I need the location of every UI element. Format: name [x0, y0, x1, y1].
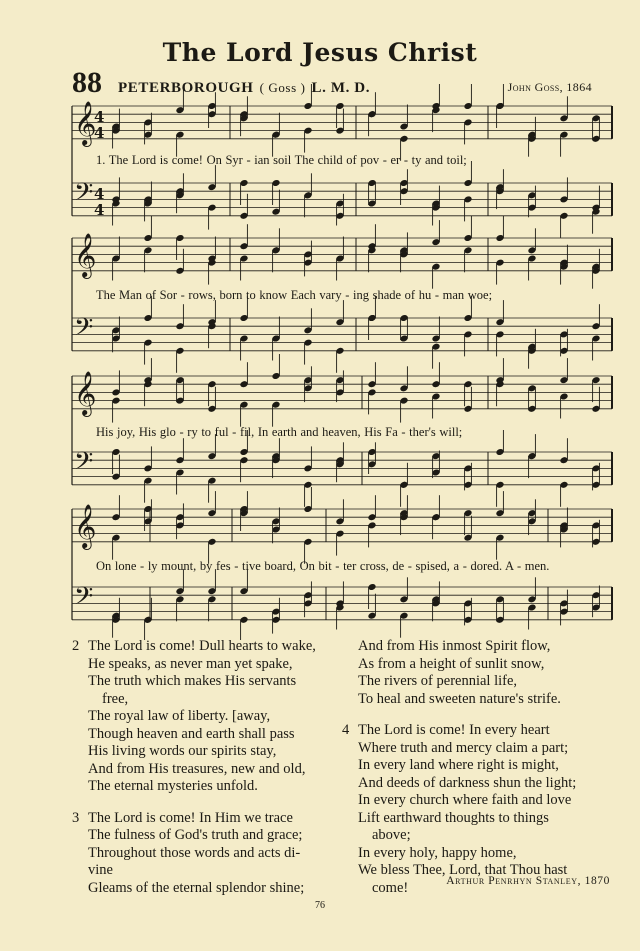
- bass-clef-icon: 𝄢: [74, 313, 94, 348]
- verse-line: His living words our spirits stay,: [88, 743, 277, 759]
- time-signature-icon: 4: [94, 201, 105, 219]
- verse-line: In every holy, happy home,: [358, 844, 517, 861]
- verses-right-column: [342, 638, 622, 897]
- bass-clef-icon: 𝄢: [74, 447, 94, 482]
- lyric-line-2: The Man of Sor - rows, born to know Each vary - ing shade of hu - man woe;: [96, 288, 493, 302]
- treble-clef-icon: 𝄞: [74, 371, 97, 415]
- time-signature-icon: 4: [94, 108, 105, 126]
- lyric-line-1: 1. The Lord is come! On Syr - ian soil The child of pov - er - ty and toil;: [96, 153, 467, 167]
- meter: L. M. D.: [311, 80, 371, 96]
- verses-left-column: [72, 638, 342, 897]
- bass-clef-icon: 𝄢: [74, 178, 94, 213]
- page-title: The Lord Jesus Christ: [162, 38, 478, 67]
- verse-line: And from His inmost Spirit flow,: [358, 638, 551, 654]
- verse-line: The Lord is come! Dull hearts to wake,: [88, 638, 316, 654]
- tune-arranger: ( Goss ): [259, 80, 306, 95]
- verse-line: vine: [88, 862, 113, 878]
- verse-line: Throughout those words and acts di-: [88, 844, 301, 861]
- verse-line: The royal law of liberty. [away,: [88, 708, 271, 724]
- lyric-line-3: His joy, His glo - ry to ful - fil, In earth and heaven, His Fa - ther's will;: [96, 425, 463, 439]
- verse-line: The Lord is come! In Him we trace: [88, 809, 293, 826]
- verse-line: And from His treasures, new and old,: [88, 760, 306, 777]
- verse-line: In every church where faith and love: [358, 792, 572, 808]
- page-number: 76: [315, 900, 325, 911]
- treble-clef-icon: 𝄞: [74, 504, 97, 548]
- verse-line: above;: [372, 827, 411, 843]
- time-signature-icon: 4: [94, 124, 105, 142]
- lyric-line-4: On lone - ly mount, by fes - tive board, On bit - ter cross, de - spised, a - dored. A - men.: [96, 559, 550, 573]
- verse-line: Gleams of the eternal splendor shine;: [88, 879, 305, 896]
- treble-clef-icon: 𝄞: [74, 101, 97, 145]
- tune-name: PETERBOROUGH: [118, 80, 254, 96]
- verse-line: In every land where right is might,: [358, 757, 559, 773]
- verse-line: come!: [372, 879, 409, 896]
- verse-line: He speaks, as never man yet spake,: [88, 655, 293, 672]
- verse-number: 2: [72, 638, 80, 654]
- author-credit: Arthur Penrhyn Stanley, 1870: [446, 875, 610, 887]
- verse-number: 4: [342, 722, 350, 738]
- composer-credit: John Goss, 1864: [507, 80, 592, 94]
- verse-line: We bless Thee, Lord, that Thou hast: [358, 862, 568, 878]
- time-signature-icon: 4: [94, 185, 105, 203]
- verse-line: Though heaven and earth shall pass: [88, 725, 295, 742]
- verse-line: And deeds of darkness shun the light;: [358, 774, 577, 791]
- verse-line: free,: [102, 690, 129, 707]
- verse-line: Where truth and mercy claim a part;: [358, 739, 569, 756]
- verse-line: As from a height of sunlit snow,: [358, 655, 545, 672]
- verse-line: The fulness of God's truth and grace;: [88, 827, 303, 843]
- verse-line: The rivers of perennial life,: [358, 673, 518, 689]
- verse-line: To heal and sweeten nature's strife.: [358, 690, 561, 707]
- verse-line: The eternal mysteries unfold.: [88, 778, 258, 794]
- verse-line: Lift earthward thoughts to things: [358, 809, 549, 826]
- bass-clef-icon: 𝄢: [74, 582, 94, 617]
- verse-line: The Lord is come! In every heart: [358, 722, 550, 738]
- treble-clef-icon: 𝄞: [74, 233, 97, 277]
- verse-number: 3: [72, 809, 80, 826]
- verse-line: The truth which makes His servants: [88, 673, 297, 689]
- hymn-number: 88: [72, 66, 102, 99]
